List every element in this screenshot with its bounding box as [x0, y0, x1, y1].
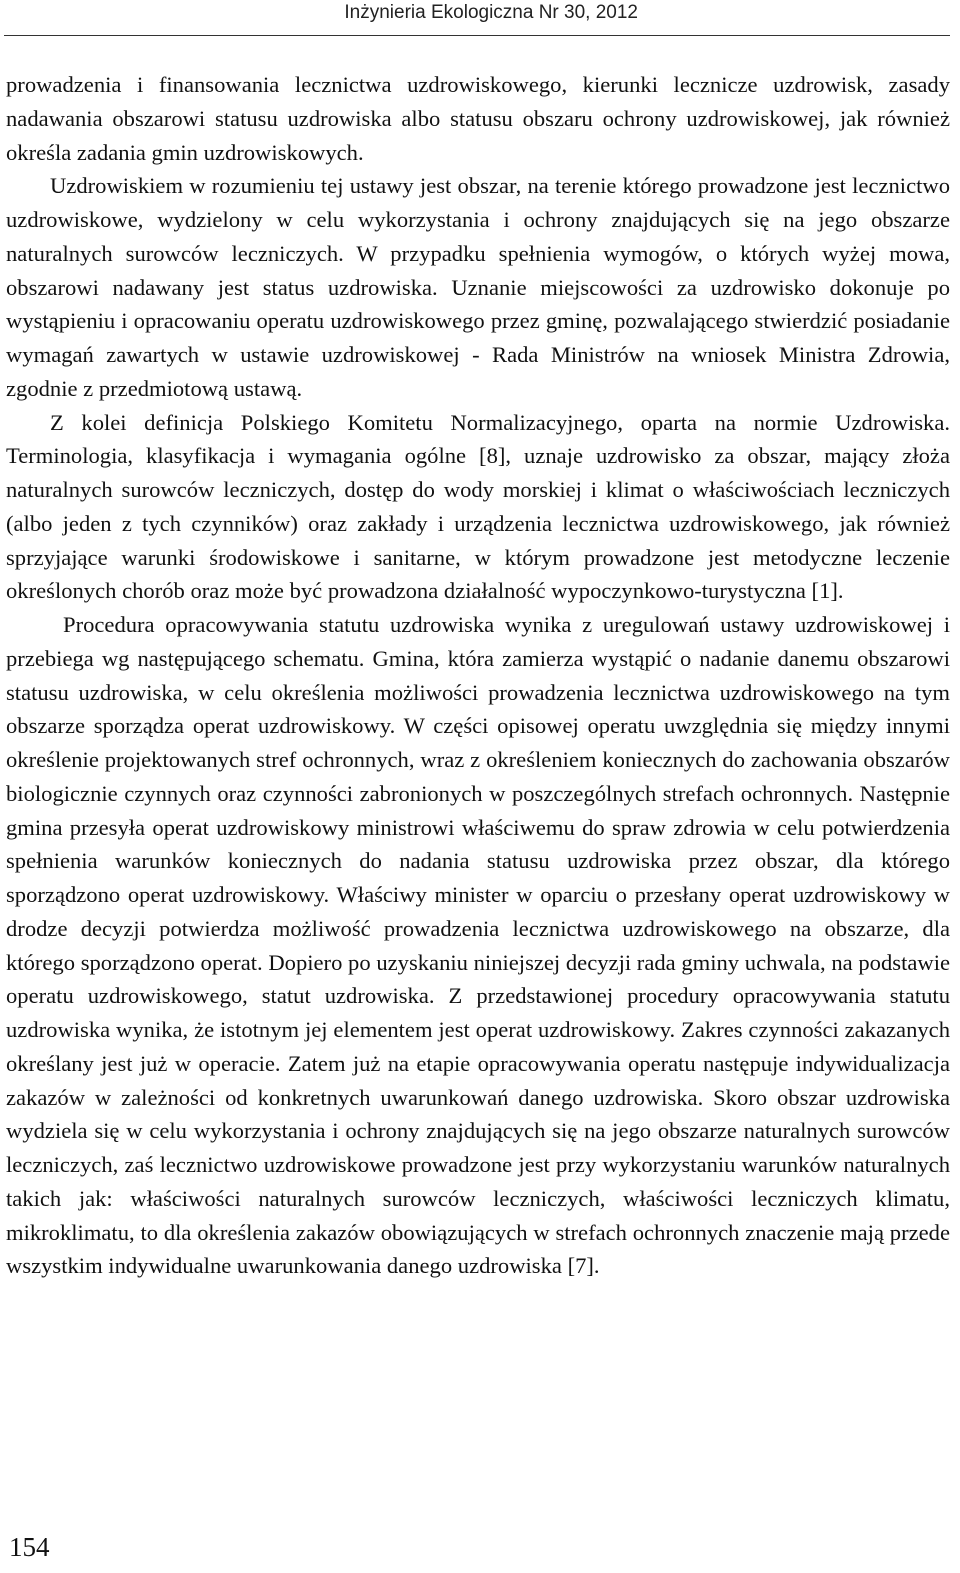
paragraph-4: Procedura opracowywania statutu uzdrowiska wynika z uregulowań ustawy uzdrowiskowej i przebiega wg następującego schematu. Gmina, która zamierza wystąpić o nadanie danemu obszarowi statusu uzdrowiska, w celu określenia możliwości prowadzenia lecznictwa uzdrowiskowego na tym obszarze sporządza operat uzdrowiskowy. W części opisowej operatu uwzględnia się między innymi określenie projektowanych stref ochronnych, wraz z określeniem koniecznych do zachowania obszarów biologicznie czynnych oraz czynności zabronionych w poszczególnych strefach ochronnych. Następnie gmina przesyła operat uzdrowiskowy ministrowi właściwemu do spraw zdrowia w celu potwierdzenia spełnienia warunków koniecznych do nadania statusu uzdrowiska przez obszar, dla którego sporządzono operat uzdrowiskowy. Właściwy minister w oparciu o przesłany operat uzdrowiskowy w drodze decyzji potwierdza możliwość prowadzenia lecznictwa uzdrowiskowego na obszarze, dla którego sporządzono operat. Dopiero po uzyskaniu niniejszej decyzji rada gminy uchwala, na podstawie operatu uzdrowiskowego, statut uzdrowiska. Z przedstawionej procedury opracowywania statutu uzdrowiska wynika, że istotnym jej elementem jest operat uzdrowiskowy. Zakres czynności zakazanych określany jest już w operacie. Zatem już na etapie opracowywania operatu następuje indywidualizacja zakazów w zależności od konkretnych uwarunkowań danego uzdrowiska. Skoro obszar uzdrowiska wydziela się w celu wykorzystania i ochrony znajdujących się na jego obszarze naturalnych surowców leczniczych, zaś lecznictwo uzdrowiskowe prowadzone jest przy wykorzystaniu warunków naturalnych takich jak: właściwości naturalnych surowców leczniczych, właściwości leczniczych klimatu, mikroklimatu, to dla określenia zakazów obowiązujących w strefach ochronnych znaczenie mają przede wszystkim indywidualne uwarunkowania danego uzdrowiska [7].	[6, 612, 950, 1279]
paragraph-2: Uzdrowiskiem w rozumieniu tej ustawy jest obszar, na terenie którego prowadzone jest lecznictwo uzdrowiskowe, wydzielony w celu wykorzystania i ochrony znajdujących się na jego obszarze naturalnych surowców leczniczych. W przypadku spełnienia wymogów, o których wyżej mowa, obszarowi nadawany jest status uzdrowiska. Uznanie miejscowości za uzdrowisko dokonuje po wystąpieniu i opracowaniu operatu uzdrowiskowego przez gminę, pozwalającego stwierdzić posiadanie wymagań zawartych w ustawie uzdrowiskowej - Rada Ministrów na wniosek Ministra Zdrowia, zgodnie z przedmiotową ustawą.	[6, 173, 950, 401]
paragraph-1: prowadzenia i finansowania lecznictwa uzdrowiskowego, kierunki lecznicze uzdrowisk, zasady nadawania obszarowi statusu uzdrowiska albo statusu obszaru ochrony uzdrowiskowej, jak również określa zadania gmin uzdrowiskowych.	[6, 72, 950, 165]
page-number: 154	[9, 1532, 50, 1562]
article-body	[6, 68, 950, 1283]
running-header: Inżynieria Ekologiczna Nr 30, 2012	[344, 2, 638, 23]
header-divider	[4, 35, 950, 36]
paragraph-3: Z kolei definicja Polskiego Komitetu Normalizacyjnego, oparta na normie Uzdrowiska. Terminologia, klasyfikacja i wymagania ogólne [8], uznaje uzdrowisko za obszar, mający złoża naturalnych surowców leczniczych, dostęp do wody morskiej i klimat o właściwościach leczniczych (albo jeden z tych czynników) oraz zakłady i urządzenia lecznictwa uzdrowiskowego, jak również sprzyjające warunki środowiskowe i sanitarne, w którym prowadzone jest metodyczne leczenie określonych chorób oraz może być prowadzona działalność wypoczynkowo-turystyczna [1].	[6, 409, 950, 604]
